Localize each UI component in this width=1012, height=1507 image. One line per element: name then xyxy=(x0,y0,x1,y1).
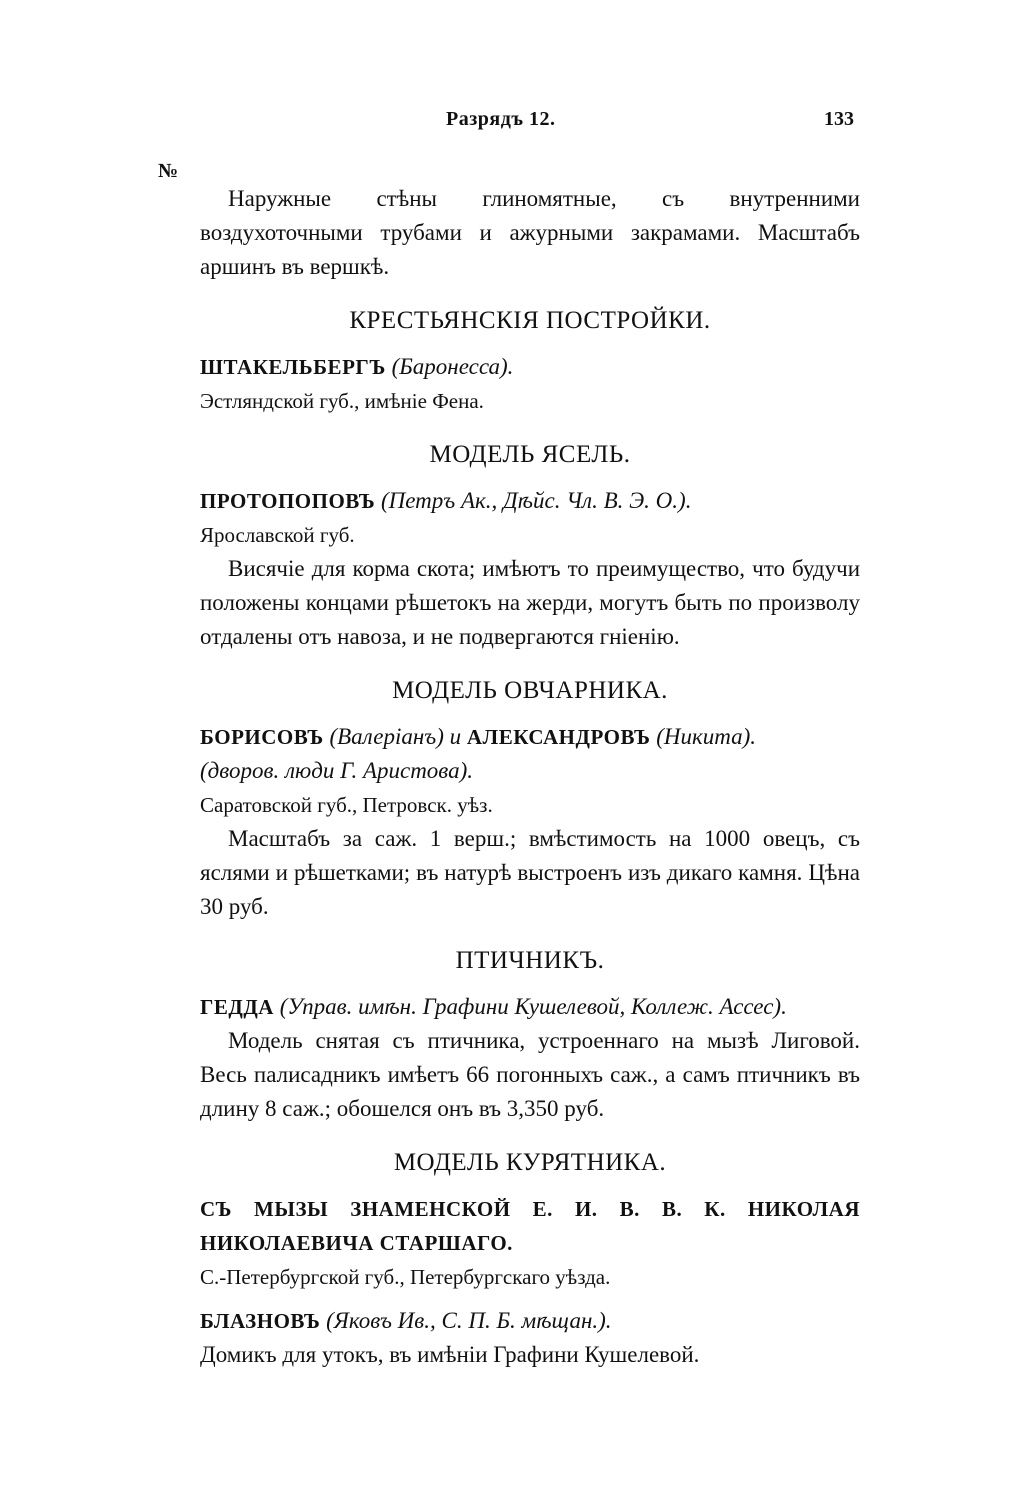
estate-name: СЪ МЫЗЫ ЗНАМЕНСКОЙ Е. И. В. В. К. НИКОЛАЯ НИКОЛАЕВИЧА СТАРШАГО. xyxy=(200,1197,860,1255)
entry-blaznov xyxy=(200,1304,860,1338)
manger-description: Висячіе для корма скота; имѣютъ то преимущество, что будучи положены концами рѣшетокъ на жерди, могутъ быть по произволу отдалены отъ навоза, и не подвергаются гніенію. xyxy=(200,556,860,649)
spacer xyxy=(200,1294,860,1304)
exhibitor-name: ГЕДДА xyxy=(200,995,274,1019)
poultry-description: Модель снятая съ птичника, устроеннаго на мызѣ Лиговой. Весь палисадникъ имѣетъ 66 погонныхъ саж., а самъ птичникъ въ длину 8 саж.; обошелся онъ въ 3,350 руб. xyxy=(200,1028,860,1121)
exhibitor-name: ПРОТОПОПОВЪ xyxy=(200,489,376,513)
heading-poultry-house: ПТИЧНИКЪ. xyxy=(455,947,605,974)
entry-gedda xyxy=(200,990,860,1024)
exhibitor-detail: (Управ. имѣн. Графини Кушелевой, Коллеж. Ассес). xyxy=(279,994,787,1019)
main-text xyxy=(200,182,860,1372)
exhibitor-detail: (Валеріанъ) xyxy=(329,724,444,749)
henhouse-description: Домикъ для утокъ, въ имѣніи Графини Кушелевой. xyxy=(200,1342,700,1367)
exhibitor-location: Эстляндской губ., имѣніе Фена. xyxy=(200,389,484,413)
exhibitor-detail: (Петръ Ак., Дѣйс. Чл. В. Э. О.). xyxy=(380,488,692,513)
heading-peasant-buildings: КРЕСТЬЯНСКІЯ ПОСТРОЙКИ. xyxy=(349,307,711,334)
estate-location: С.-Петербургской губ., Петербургскаго уѣзда. xyxy=(200,1265,611,1289)
page-header xyxy=(0,108,1012,138)
exhibitor-location: Саратовской губ., Петровск. уѣз. xyxy=(200,793,493,817)
exhibitor-detail: (Яковъ Ив., С. П. Б. мѣщан.). xyxy=(326,1308,612,1333)
exhibitor-name: АЛЕКСАНДРОВЪ xyxy=(466,725,651,749)
intro-paragraph: Наружные стѣны глиномятные, съ внутренними воздухоточными трубами и ажурными закрамами. Масштабъ аршинъ въ вершкѣ. xyxy=(200,186,860,279)
entry-protopopov xyxy=(200,484,860,518)
heading-manger-model: МОДЕЛЬ ЯСЕЛЬ. xyxy=(429,441,631,468)
exhibitor-name: ШТАКЕЛЬБЕРГЪ xyxy=(200,355,386,379)
running-head: Разрядъ 12. xyxy=(446,108,556,130)
entry-stackelberg xyxy=(200,350,860,384)
exhibitor-location: Ярославской губ. xyxy=(200,523,355,547)
entry-borisov-aleksandrov xyxy=(200,720,860,754)
margin-number-mark: № xyxy=(158,160,179,182)
sheepfold-description: Масштабъ за саж. 1 верш.; вмѣстимость на 1000 овецъ, съ яслями и рѣшетками; въ натурѣ выстроенъ изъ дикаго камня. Цѣна 30 руб. xyxy=(200,826,860,919)
exhibitor-name: БЛАЗНОВЪ xyxy=(200,1309,321,1333)
conjunction: и xyxy=(449,724,462,749)
heading-henhouse-model: МОДЕЛЬ КУРЯТНИКА. xyxy=(393,1149,667,1176)
page-number: 133 xyxy=(824,108,854,130)
exhibitor-detail: (Баронесса). xyxy=(391,354,514,379)
heading-sheepfold-model: МОДЕЛЬ ОВЧАРНИКА. xyxy=(392,677,668,704)
exhibitor-detail: (Никита). xyxy=(656,724,757,749)
exhibitor-affiliation: (дворов. люди Г. Аристова). xyxy=(200,758,474,783)
exhibitor-name: БОРИСОВЪ xyxy=(200,725,324,749)
